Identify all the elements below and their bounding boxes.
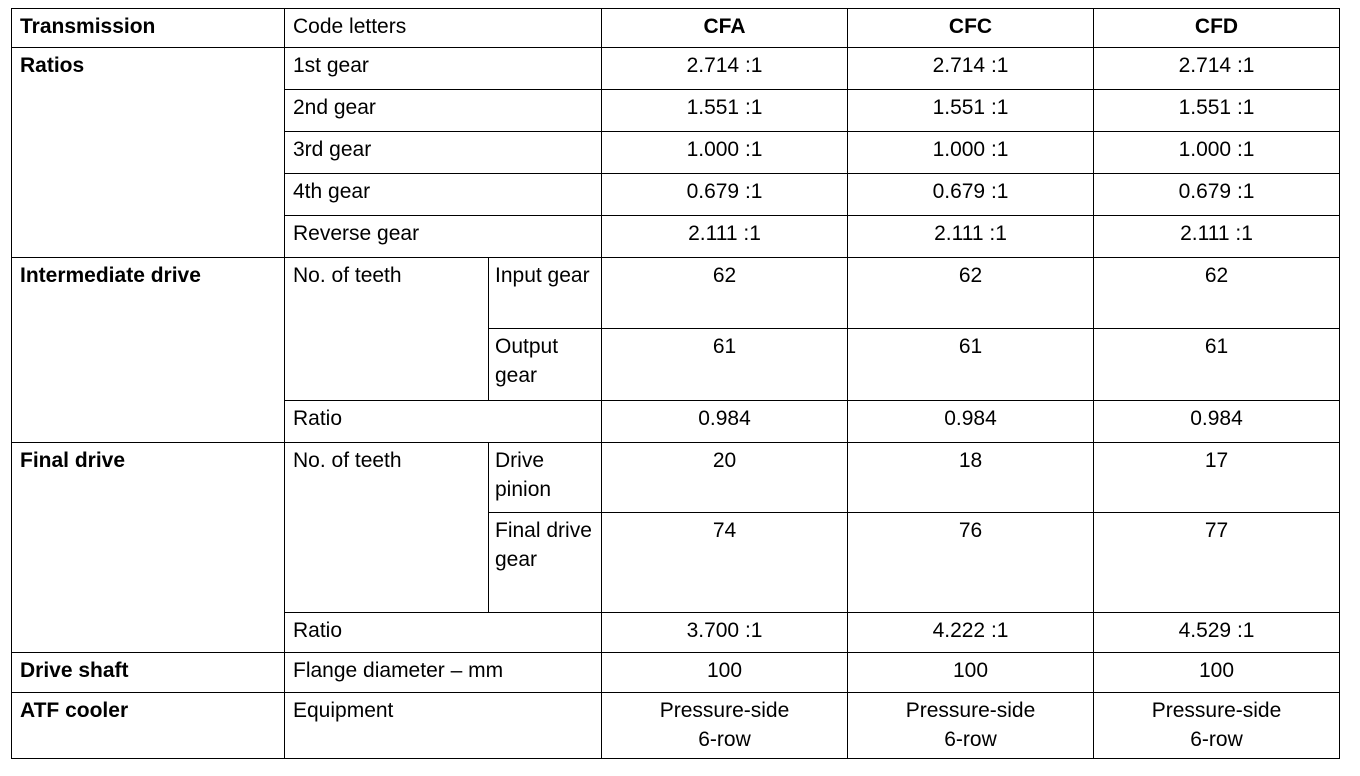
table-row — [12, 443, 1340, 513]
value-cell: 0.984 — [1094, 401, 1340, 443]
value-cell: 0.679 :1 — [602, 174, 848, 216]
value-line: 6-row — [944, 728, 997, 751]
table-row — [12, 48, 1340, 90]
section-ratios: Ratios — [12, 48, 285, 258]
value-cell: 62 — [602, 258, 848, 329]
value-cell — [602, 693, 848, 759]
table-row — [12, 653, 1340, 693]
sub-label: Final drive gear — [489, 513, 602, 613]
value-cell: 3.700 :1 — [602, 613, 848, 653]
value-cell: 100 — [1094, 653, 1340, 693]
row-label: 1st gear — [285, 48, 602, 90]
value-cell: 18 — [848, 443, 1094, 513]
value-cell: 77 — [1094, 513, 1340, 613]
value-cell: 0.984 — [848, 401, 1094, 443]
value-cell: 61 — [1094, 329, 1340, 401]
value-cell: 20 — [602, 443, 848, 513]
row-label: Reverse gear — [285, 216, 602, 258]
row-label: Flange diameter – mm — [285, 653, 602, 693]
table-row — [12, 258, 1340, 329]
value-cell: 2.111 :1 — [602, 216, 848, 258]
row-label: Equipment — [285, 693, 602, 759]
value-cell — [848, 693, 1094, 759]
value-cell: 61 — [602, 329, 848, 401]
value-cell: 1.000 :1 — [602, 132, 848, 174]
value-cell: 0.984 — [602, 401, 848, 443]
sub-label: Input gear — [489, 258, 602, 329]
value-cell: 4.222 :1 — [848, 613, 1094, 653]
value-cell: 1.551 :1 — [848, 90, 1094, 132]
value-line: Pressure-side — [905, 699, 1036, 722]
transmission-spec-table — [11, 8, 1340, 759]
section-atf-cooler: ATF cooler — [12, 693, 285, 759]
header-row — [12, 9, 1340, 48]
value-cell — [1094, 693, 1340, 759]
value-line: 6-row — [1190, 728, 1243, 751]
value-line: 6-row — [698, 728, 751, 751]
value-cell: 74 — [602, 513, 848, 613]
row-label: Ratio — [285, 401, 602, 443]
value-cell: 1.000 :1 — [1094, 132, 1340, 174]
sub-label: Drive pinion — [489, 443, 602, 513]
value-cell: 0.679 :1 — [1094, 174, 1340, 216]
header-code-cfc: CFC — [848, 9, 1094, 48]
value-cell: 100 — [602, 653, 848, 693]
header-code-cfa: CFA — [602, 9, 848, 48]
section-intermediate-drive: Intermediate drive — [12, 258, 285, 443]
value-line: Pressure-side — [659, 699, 790, 722]
value-cell: 100 — [848, 653, 1094, 693]
value-cell: 2.111 :1 — [848, 216, 1094, 258]
value-cell: 76 — [848, 513, 1094, 613]
sub-label: Output gear — [489, 329, 602, 401]
teeth-label: No. of teeth — [285, 443, 489, 613]
value-cell: 0.679 :1 — [848, 174, 1094, 216]
row-label: Ratio — [285, 613, 602, 653]
row-label: 2nd gear — [285, 90, 602, 132]
value-cell: 61 — [848, 329, 1094, 401]
teeth-label: No. of teeth — [285, 258, 489, 401]
row-label: 3rd gear — [285, 132, 602, 174]
value-cell: 62 — [1094, 258, 1340, 329]
value-cell: 2.714 :1 — [1094, 48, 1340, 90]
value-cell: 2.111 :1 — [1094, 216, 1340, 258]
value-line: Pressure-side — [1151, 699, 1282, 722]
row-label: 4th gear — [285, 174, 602, 216]
value-cell: 17 — [1094, 443, 1340, 513]
value-cell: 1.551 :1 — [1094, 90, 1340, 132]
value-cell: 2.714 :1 — [602, 48, 848, 90]
header-code-letters: Code letters — [285, 9, 602, 48]
header-code-cfd: CFD — [1094, 9, 1340, 48]
value-cell: 1.551 :1 — [602, 90, 848, 132]
section-final-drive: Final drive — [12, 443, 285, 653]
section-drive-shaft: Drive shaft — [12, 653, 285, 693]
value-cell: 62 — [848, 258, 1094, 329]
value-cell: 1.000 :1 — [848, 132, 1094, 174]
header-transmission: Transmission — [12, 9, 285, 48]
value-cell: 4.529 :1 — [1094, 613, 1340, 653]
value-cell: 2.714 :1 — [848, 48, 1094, 90]
table-row — [12, 693, 1340, 759]
